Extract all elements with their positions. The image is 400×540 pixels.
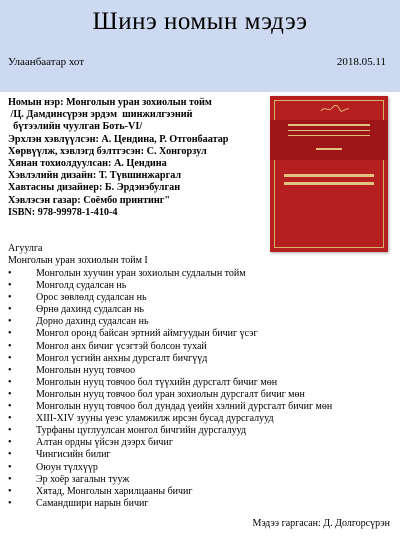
cover-band	[270, 120, 388, 160]
cover-text-line	[284, 174, 374, 177]
book-info	[8, 97, 263, 219]
bullet-icon: •	[8, 268, 12, 279]
date-label: 2018.05.11	[336, 56, 386, 68]
book-info-line: Хавтасны дизайнер: Б. Эрдэнэбулган	[8, 182, 181, 194]
contents-heading: Агуулга	[8, 243, 43, 254]
bullet-icon: •	[8, 497, 12, 509]
cover-text-line	[288, 130, 370, 131]
list-item: • Турфаны цуглуулсан монгол бичгийн дурсгалууд	[8, 425, 247, 437]
cover-text-line	[288, 124, 370, 126]
bullet-icon: •	[8, 449, 12, 461]
book-info-line: /Ц. Дамдинсүрэн эрдэм шинжилгээний	[8, 109, 193, 121]
bullet-icon: •	[8, 340, 12, 352]
list-item: • Хятад, Монголын харилцааны бичиг	[8, 485, 193, 497]
bullet-icon: •	[8, 292, 12, 304]
list-item: • Монголд судалсан нь	[8, 280, 127, 292]
bullet-icon: •	[8, 473, 12, 485]
bullet-icon: •	[8, 485, 12, 497]
bullet-icon: •	[8, 437, 12, 449]
bullet-icon: •	[8, 316, 12, 328]
list-item: • Дорно дахинд судалсан нь	[8, 316, 149, 328]
list-item: • Самандшири нарын бичиг	[8, 497, 149, 509]
contents-subheading: Монголын уран зохиолын тойм I	[8, 255, 148, 266]
bullet-icon: •	[8, 425, 12, 437]
list-item: • XIII-XIV зууны үеэс уламжилж ирсэн бусад дурсгалууд	[8, 413, 274, 425]
book-info-line: Хэвлэлийн дизайн: Т. Түвшинжаргал	[8, 170, 182, 182]
book-info-line: Эрхлэн хэвлүүлсэн: А. Цендина, Р. Отгонбаатар	[8, 133, 229, 145]
book-info-line: Номын нэр: Монголын уран зохиолын тойм	[8, 97, 212, 108]
bullet-icon: •	[8, 413, 12, 425]
bullet-icon: •	[8, 401, 12, 413]
city-label: Улаанбаатар хот	[8, 56, 85, 68]
bullet-icon: •	[8, 328, 12, 340]
book-info-line: бүтээлийн чуулган Боть-VI/	[8, 121, 143, 133]
cover-text-line	[316, 148, 342, 150]
list-item: • Монголын нууц товчоо	[8, 364, 136, 376]
cover-text-line	[284, 182, 374, 185]
book-info-line: Хөрвүүлж, хэвлэгд бэлтгэсэн: С. Хонгорзул	[8, 145, 207, 157]
signature-icon	[320, 104, 350, 114]
page-title: Шинэ номын мэдээ	[92, 8, 308, 35]
list-item: • Монгол оронд байсан эртний аймгуудын бичиг үсэг	[8, 328, 258, 340]
list-item: • Алтан ордны үйсэн дээрх бичиг	[8, 437, 173, 449]
list-item: • Чингисийн билиг	[8, 449, 111, 461]
list-item: • Оюун түлхүүр	[8, 461, 98, 473]
list-item: • Монголын нууц товчоо бол уран зохиолын дурсгалт бичиг мөн	[8, 388, 305, 400]
list-item: • Өрнө дахинд судалсан нь	[8, 304, 144, 316]
bullet-icon: •	[8, 461, 12, 473]
list-item: • Орос зөвлөлд судалсан нь	[8, 292, 147, 304]
bullet-icon: •	[8, 280, 12, 292]
list-item: • Монголын нууц товчоо бол түүхийн дурсгалт бичиг мөн	[8, 376, 278, 388]
book-cover-image	[270, 96, 388, 252]
list-item: • Монгол үсгийн анхны дурсгалт бичгүүд	[8, 352, 208, 364]
list-item: • Монголын нууц товчоо бол дундад үеийн хэлний дурсгалт бичиг мөн	[8, 401, 333, 413]
book-info-line: ISBN: 978-99978-1-410-4	[8, 206, 118, 218]
bullet-icon: •	[8, 304, 12, 316]
contents-list	[8, 268, 388, 510]
bullet-icon: •	[8, 364, 12, 376]
bullet-icon: •	[8, 376, 12, 388]
bullet-icon: •	[8, 352, 12, 364]
book-info-line: Хэвлэсэн газар: Соёмбо принтинг"	[8, 194, 171, 206]
list-item: • Эр хоёр загалын тууж	[8, 473, 130, 485]
list-item: • Монголын хуучин уран зохиолын судлалын тойм	[8, 268, 246, 279]
bullet-icon: •	[8, 388, 12, 400]
author-credit: Мэдээ гаргасан: Д. Долгорсүрэн	[252, 518, 390, 529]
book-info-line: Хянан тохиолдуулсан: А. Цендина	[8, 158, 167, 170]
cover-text-line	[288, 135, 370, 136]
list-item: • Монгол анх бичиг үсэгтэй болсон тухай	[8, 340, 207, 352]
